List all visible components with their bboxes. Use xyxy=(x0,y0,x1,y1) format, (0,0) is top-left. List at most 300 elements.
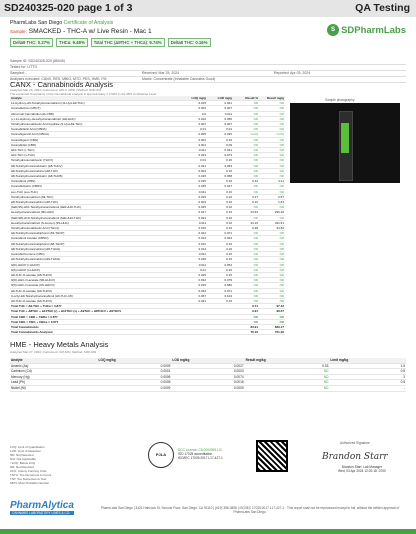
table-cell: 0.058 xyxy=(207,174,233,179)
photo-label: Sample photography xyxy=(325,98,355,102)
table-cell: ND xyxy=(259,267,285,272)
table-cell: Arsenic (As) xyxy=(10,363,98,369)
table-cell: Cannabinol (CBN) xyxy=(10,179,181,184)
table-cell: ND xyxy=(259,158,285,163)
table-cell: Mercury (Hg) xyxy=(10,374,98,380)
canx-title: CANX - Cannabinoids Analysis xyxy=(10,80,113,89)
table-cell: 0.054 xyxy=(207,262,233,267)
table-cell: ND xyxy=(259,288,285,293)
table-cell: 0.056 xyxy=(207,116,233,121)
table-cell: 0.16 xyxy=(207,252,233,257)
table-cell: 0.015 xyxy=(207,132,233,137)
column-header: Result mg/g xyxy=(259,96,285,101)
table-cell: 0.0027 xyxy=(171,363,244,369)
table-cell: Cannabigerol (CBG) xyxy=(10,137,181,142)
table-cell: 0.16 xyxy=(207,220,233,225)
table-cell xyxy=(181,330,207,335)
table-cell: 0.071 xyxy=(207,231,233,236)
table-cell: exo-THC (exo-THC) xyxy=(10,189,181,194)
table-cell: 0.011 xyxy=(207,111,233,116)
table-cell: ND xyxy=(245,374,330,380)
table-cell: Cannabichromene (CBC) xyxy=(10,252,181,257)
summary-pill: Delta9 THC: 0.27% xyxy=(10,38,53,47)
table-cell: - xyxy=(329,385,406,391)
table-cell: 9.48 xyxy=(233,226,259,231)
meta-cell: Tested for: LITTO xyxy=(10,65,38,69)
table-cell: ND xyxy=(259,101,285,106)
table-cell: 0.073 xyxy=(207,153,233,158)
footnote: MPN: Most Probable Number xyxy=(10,481,50,485)
table-cell: Tetrahydrocannabivarin (THCV) xyxy=(10,158,181,163)
table-cell: 9(S)-HHC-O-acetate (9S-HHCO) xyxy=(10,283,181,288)
table-cell: 0.0 xyxy=(181,111,207,116)
license-line: ISO 17025 accreditation xyxy=(178,452,213,456)
bottom-bar xyxy=(0,529,416,534)
footnote: ND: Not Detected xyxy=(10,453,34,457)
table-cell: 0.012 xyxy=(181,116,207,121)
signer-line: Wed, 03 Apr 2024 12:02:18 -0700 xyxy=(338,469,386,473)
table-cell: 76.16 xyxy=(233,330,259,335)
table-cell: 0.0001 xyxy=(98,369,172,375)
table-cell: 0.42 xyxy=(233,179,259,184)
table-cell: 0.041 xyxy=(207,101,233,106)
table-cell: ND xyxy=(233,205,259,210)
table-cell: ND xyxy=(259,278,285,283)
table-cell: 0.16 xyxy=(207,194,233,199)
table-cell: 0.012 xyxy=(181,241,207,246)
table-cell: ND xyxy=(259,174,285,179)
table-cell: 0.16 xyxy=(207,158,233,163)
table-cell: 0.011 xyxy=(181,148,207,153)
table-cell: Δ8-Tetrahydrocannabinol (Δ8-THC) xyxy=(10,168,181,173)
footnote: CFU: Colony Forming Units xyxy=(10,469,47,473)
table-cell: ND xyxy=(233,168,259,173)
hme-title: HME - Heavy Metals Analysis xyxy=(10,340,109,349)
footnote: NR: Not Reported xyxy=(10,465,34,469)
table-cell: 0.015 xyxy=(181,179,207,184)
pm-name: PharmAlytica xyxy=(10,500,74,511)
table-cell: 0.014 xyxy=(181,246,207,251)
table-cell: 3-octyl-Δ9-Tetrahydrocannabinol (Δ9-THC-C8) xyxy=(10,293,181,298)
table-cell: 0.034 xyxy=(181,288,207,293)
table-cell: Δ10-THC (s-THC) xyxy=(10,153,181,158)
sdpharmlabs-logo xyxy=(327,24,406,36)
table-cell: 23.63 xyxy=(233,210,259,215)
license-line: DCC License: C8-0000095-LIC xyxy=(178,448,223,452)
table-cell: 0.0006 xyxy=(98,374,172,380)
table-cell: ND xyxy=(233,241,259,246)
sample-tag: Sample: xyxy=(10,29,27,34)
table-cell: Δ9-THC-O-acetate (Δ9-THCO) xyxy=(10,298,181,303)
signature: Brandon Starr xyxy=(322,452,388,462)
table-cell: ND xyxy=(233,252,259,257)
table-cell: 0.01 xyxy=(207,127,233,132)
footnote: LOD: Limit of Detection xyxy=(10,449,42,453)
table-cell: 0.16 xyxy=(207,267,233,272)
top-bar xyxy=(0,0,416,17)
table-cell: ND xyxy=(259,319,285,324)
column-header: Result mg/kg xyxy=(245,358,330,363)
table-cell: ND xyxy=(259,168,285,173)
table-cell: 0.002 xyxy=(181,106,207,111)
meta-cell xyxy=(274,59,406,64)
table-cell: Δ9-Tetrahydrocannabiphorol (Δ9-THCP) xyxy=(10,231,181,236)
table-cell: ND xyxy=(233,272,259,277)
table-cell: Tetrahydrocannabinolic Acid (THCA) xyxy=(10,226,181,231)
table-cell: 9(R)-HHC-O-acetate (9R-HHCO) xyxy=(10,278,181,283)
column-header: Limit mg/kg xyxy=(329,358,406,363)
table-cell: 0.16 xyxy=(207,257,233,262)
footnotes xyxy=(10,445,70,485)
table-cell: Δ10-THC (r-THC) xyxy=(10,148,181,153)
cannabinoid-table xyxy=(10,96,285,335)
table-cell: 0.001 xyxy=(181,137,207,142)
column-header: Result % xyxy=(233,96,259,101)
table-cell: 2.67 xyxy=(259,194,285,199)
table-cell: 97.42 xyxy=(259,304,285,309)
table-cell: 0.16 xyxy=(207,179,233,184)
table-cell: ND xyxy=(233,231,259,236)
table-cell: Total Cannabinoids Analyzed xyxy=(10,330,181,335)
table-cell: ND xyxy=(233,137,259,142)
table-cell: ND xyxy=(233,283,259,288)
table-cell: 0.015 xyxy=(181,101,207,106)
table-cell: 0.023 xyxy=(181,153,207,158)
table-cell: 236.26 xyxy=(259,210,285,215)
table-cell: 0.017 xyxy=(181,210,207,215)
table-cell: 0.16 xyxy=(207,205,233,210)
table-cell: ND xyxy=(259,293,285,298)
table-cell: 0.021 xyxy=(181,215,207,220)
table-cell: 0.03 xyxy=(245,363,330,369)
table-cell: 0.014 xyxy=(181,236,207,241)
pjla-seal: PJLA xyxy=(148,442,174,468)
table-cell: ND xyxy=(233,127,259,132)
table-cell: 0.011 xyxy=(181,189,207,194)
table-cell: 0.16 xyxy=(207,241,233,246)
address: PharmLabs San Diego | 3421 Hancock St, Second Floor, San Diego, CA 92110 | (619) 356-0898 | ISO/IEC 17025:2017 L17-427-1 · This report shall not be reproduced except in full, without the written approval of PharmLabs San Diego. xyxy=(100,506,400,514)
heavy-metals-table xyxy=(10,358,406,392)
table-cell: ND xyxy=(233,293,259,298)
summary-pill: Delta8 THC: 0.16% xyxy=(168,38,211,47)
table-cell: 0.015 xyxy=(181,194,207,199)
table-cell: 0.16 xyxy=(233,200,259,205)
table-cell: Cannabigerolic Acid (CBGA) xyxy=(10,132,181,137)
table-cell: 9.91 xyxy=(233,309,259,314)
table-cell: 0.0016 xyxy=(171,380,244,386)
table-cell: Total THC + Δ8THC + Δ10THC (r) + Δ10THC (s) + Δ9THC + Δ8THCV + Δ9THCV xyxy=(10,309,181,314)
table-cell: ND xyxy=(233,262,259,267)
qa-label: QA Testing xyxy=(355,2,410,14)
table-cell: Δ8-Tetrahydrocannabiphorol (Δ8-THCP) xyxy=(10,241,181,246)
table-cell: ND xyxy=(259,189,285,194)
table-cell: ND xyxy=(259,215,285,220)
table-cell: ND xyxy=(233,319,259,324)
table-cell: ND xyxy=(233,122,259,127)
table-cell: ND xyxy=(259,142,285,147)
table-cell: ND xyxy=(259,116,285,121)
table-cell: 0.16 xyxy=(207,137,233,142)
table-cell: ND xyxy=(259,153,285,158)
table-cell: 0.001 xyxy=(181,168,207,173)
summary-pill: Total THC (Δ9THC + THCa): 9.74% xyxy=(91,38,165,47)
meta-cell xyxy=(142,65,274,70)
sample-photo xyxy=(290,103,400,183)
table-cell: ND xyxy=(233,236,259,241)
table-cell: 0.025 xyxy=(181,272,207,277)
sample-code: SD240325-020 page 1 of 3 xyxy=(4,2,133,14)
table-cell: 0.004 xyxy=(181,200,207,205)
table-cell: ND xyxy=(233,111,259,116)
table-cell: 3 xyxy=(329,374,406,380)
column-header: LOQ mg/g xyxy=(181,96,207,101)
table-cell: ND xyxy=(259,106,285,111)
table-cell: ND xyxy=(233,257,259,262)
table-cell: 0.015 xyxy=(181,174,207,179)
table-cell: 0.007 xyxy=(181,122,207,127)
table-cell: 0.015 xyxy=(181,205,207,210)
table-cell: Cannabidiol (CBD) xyxy=(10,142,181,147)
table-cell: 0.16 xyxy=(207,215,233,220)
meta-cell: Received: Mar 25, 2024 xyxy=(142,71,180,75)
hme-sub: Analyzed Mar 27, 2024 | Instrument: ICP-MS | Method: SOP-003 xyxy=(10,350,97,354)
table-cell: 0.27 xyxy=(233,194,259,199)
table-cell: 0.011 xyxy=(181,262,207,267)
table-cell: 94.84 xyxy=(259,226,285,231)
table-cell: 0.16 xyxy=(207,189,233,194)
meta-cell: Matrix: Concentrate (Inhalable Cannabis Good) xyxy=(142,77,216,81)
table-cell: 0.063 xyxy=(207,163,233,168)
table-cell: ND xyxy=(233,184,259,189)
table-cell: Δ9-THC-O-acetate (Δ9-THCO) xyxy=(10,288,181,293)
table-cell: ND xyxy=(233,246,259,251)
table-cell: <LOQ xyxy=(233,132,259,137)
table-cell: 761.36 xyxy=(259,330,285,335)
table-cell: Total CBD = CBD + CBDa × 0.877 xyxy=(10,314,181,319)
table-cell: ND xyxy=(259,205,285,210)
table-cell: 83.91 xyxy=(233,324,259,329)
table-cell: 0.015 xyxy=(181,226,207,231)
table-cell: 0.047 xyxy=(207,184,233,189)
table-cell: 0.041 xyxy=(181,298,207,303)
coa-label: Certificate of Analysis xyxy=(63,20,114,26)
footnote: N/A: Not Applicable xyxy=(10,457,36,461)
table-cell: 0.001 xyxy=(181,142,207,147)
column-header: LOQ mg/kg xyxy=(98,358,172,363)
footnote: LOQ: Limit of Quantitation xyxy=(10,445,45,449)
table-cell: 0.041 xyxy=(207,148,233,153)
footnote: TNT: Too Numerous to Test xyxy=(10,477,47,481)
table-cell: 9.74 xyxy=(233,304,259,309)
table-cell: ND xyxy=(259,283,285,288)
table-cell: 0.007 xyxy=(207,122,233,127)
table-cell: ND xyxy=(259,314,285,319)
table-cell: (6aR,9S)-Δ10-Tetrahydrocannabinol (9aR-Δ10-THC) xyxy=(10,205,181,210)
table-cell: ND xyxy=(259,163,285,168)
license-line: ISO/IEC 17025:2017 L17-427-1 xyxy=(178,456,223,460)
table-cell: ND xyxy=(233,163,259,168)
footnote: TNTC: Too Numerous to Count xyxy=(10,473,52,477)
table-cell: 0.16 xyxy=(207,210,233,215)
table-cell: 0.16 xyxy=(207,168,233,173)
table-cell: ND xyxy=(259,184,285,189)
table-cell: 0.5 xyxy=(329,369,406,375)
table-cell: 0.09 xyxy=(207,142,233,147)
table-cell: 43.16 xyxy=(233,220,259,225)
table-cell: 0.015 xyxy=(181,184,207,189)
table-cell: ND xyxy=(233,101,259,106)
table-cell: 0.5 xyxy=(329,380,406,386)
table-cell: ND xyxy=(259,272,285,277)
table-cell: 0.0009 xyxy=(98,385,172,391)
table-cell: 9(R)-HHCP (r-HHCP) xyxy=(10,262,181,267)
qr-code[interactable] xyxy=(256,440,288,472)
table-cell: 0.01 xyxy=(181,127,207,132)
table-cell: 839.17 xyxy=(259,324,285,329)
table-cell: 0.016 xyxy=(181,283,207,288)
table-cell: 0.011 xyxy=(181,220,207,225)
table-cell: 0.01 xyxy=(181,267,207,272)
table-cell: 0.007 xyxy=(207,106,233,111)
table-cell: Total CBG = CBG + CBGa × 0.877 xyxy=(10,319,181,324)
signer-line: Brandon Starr, Lab Manager xyxy=(341,465,383,469)
table-cell: 9(S)-HHCP (s-HHCP) xyxy=(10,267,181,272)
table-cell: 0.011 xyxy=(181,252,207,257)
table-cell: 0.16 xyxy=(207,246,233,251)
table-cell: Tetrahydrocannabinol (Δ9-THC) xyxy=(10,194,181,199)
table-cell: 0.0009 xyxy=(171,385,244,391)
pm-sub: CANNABIS LABORATORY LINES & CO. xyxy=(10,511,74,515)
footnote: <LOQ: Below LOQ xyxy=(10,461,36,465)
table-cell: 0.043 xyxy=(207,236,233,241)
table-cell: 431.61 xyxy=(259,220,285,225)
table-cell: Abnormal Cannabidiol (ab-CBD) xyxy=(10,111,181,116)
table-cell: 11-Hydroxy-Δ9-Tetrahydrocannabinol (11-Hyd-Δ9-THC) xyxy=(10,101,181,106)
lab-name: PharmLabs San Diego xyxy=(10,20,63,26)
table-cell: ND xyxy=(233,142,259,147)
canx-sub2: The expanded Uncertainty of the Cannabinoid analysis is approximately ± 0.92% in the 95% Confidence Level xyxy=(10,92,157,96)
table-cell: ND xyxy=(259,252,285,257)
table-cell: 0.016 xyxy=(181,257,207,262)
table-cell: ND xyxy=(259,122,285,127)
table-cell: Tetrahydrocannabinolic Acid Hydrate (9-Hyd-Δ9-THC) xyxy=(10,122,181,127)
table-cell: Δ8-Tetrahydrocannabinol (Δ8-THC) xyxy=(10,200,181,205)
column-header: LOD mg/kg xyxy=(171,358,244,363)
table-cell: 0.071 xyxy=(207,288,233,293)
table-cell: Cannabidiolic Acid (CBDA) xyxy=(10,127,181,132)
table-cell: 0.15 xyxy=(207,272,233,277)
table-cell: 1.5 xyxy=(329,363,406,369)
table-cell: (+)-11-Hydroxy-Hexahydrocannabinol (HH-HHC) xyxy=(10,116,181,121)
table-cell: ND xyxy=(233,153,259,158)
table-cell: 0.0074 xyxy=(171,374,244,380)
auth-label: Authorized Signature xyxy=(340,441,370,445)
license-info xyxy=(178,448,250,460)
table-cell: Cannabinol Acetate (CBNO) xyxy=(10,236,181,241)
table-cell: ND xyxy=(233,314,259,319)
table-cell: Cannabidivarin (CBDV) xyxy=(10,184,181,189)
table-cell: ND xyxy=(233,278,259,283)
table-cell: Δ8-Tetrahydrocannabivarin (Δ8-THCV) xyxy=(10,163,181,168)
table-cell: ND xyxy=(245,380,330,386)
table-cell: ND xyxy=(233,174,259,179)
table-cell: ND xyxy=(259,236,285,241)
meta-cell xyxy=(142,59,274,64)
table-cell: ND xyxy=(233,106,259,111)
table-cell: 0.104 xyxy=(207,293,233,298)
table-cell: 0.082 xyxy=(207,283,233,288)
device-label-image xyxy=(341,123,349,153)
summary-pills xyxy=(10,38,406,47)
logo-icon: S xyxy=(327,24,339,36)
column-header: Analyte xyxy=(10,96,181,101)
table-cell: ND xyxy=(233,116,259,121)
table-cell: ND xyxy=(259,148,285,153)
table-cell: ND xyxy=(259,241,285,246)
table-cell: Δ9-Tetrahydrocannabinol (Δ9-THCH) xyxy=(10,257,181,262)
table-cell: 99.07 xyxy=(259,309,285,314)
table-cell: 0.0003 xyxy=(171,369,244,375)
table-cell: ND xyxy=(259,298,285,303)
table-cell: ND xyxy=(245,385,330,391)
table-cell: 1.63 xyxy=(259,200,285,205)
table-cell: ND xyxy=(233,158,259,163)
meta-cell xyxy=(274,65,406,70)
table-cell: ND xyxy=(259,137,285,142)
total-row xyxy=(10,330,285,335)
table-cell: (6aR,9R)-Δ10-Tetrahydrocannabinol (6aR-Δ10-THC) xyxy=(10,215,181,220)
meta-cell xyxy=(274,77,406,82)
table-cell: Δ8-Tetrahydrocannabinol (Δ8-THCH) xyxy=(10,246,181,251)
table-cell: 0.0005 xyxy=(98,380,172,386)
logo-text: SDPharmLabs xyxy=(341,24,406,36)
pharmalytica-logo xyxy=(10,500,74,515)
table-cell: ND xyxy=(259,111,285,116)
table-cell: 0.16 xyxy=(207,298,233,303)
table-cell: 0.032 xyxy=(181,278,207,283)
table-cell: Δ8-THC-O-acetate (Δ8-THCO) xyxy=(10,272,181,277)
table-cell: 0.16 xyxy=(207,200,233,205)
table-cell: 4.21 xyxy=(259,179,285,184)
table-cell: Hexahydrocannabinol (S-isomer) (9S-HHC) xyxy=(10,220,181,225)
table-cell: 0.067 xyxy=(181,293,207,298)
table-cell: <LOQ xyxy=(259,132,285,137)
table-cell: ND xyxy=(233,148,259,153)
table-cell: Δ8-Tetrahydrocannabivarin (Δ8-THCB) xyxy=(10,174,181,179)
table-cell: ND xyxy=(245,369,330,375)
table-cell: ND xyxy=(233,288,259,293)
meta-cell: Reported: Apr 03, 2024 xyxy=(274,71,311,75)
column-header: LOD mg/g xyxy=(207,96,233,101)
table-cell: ND xyxy=(259,231,285,236)
table-cell: Lead (Pb) xyxy=(10,380,98,386)
table-cell: Total Cannabinoids xyxy=(10,324,181,329)
table-cell: ND xyxy=(259,262,285,267)
table-cell: Cadmium (Cd) xyxy=(10,369,98,375)
canx-sub1: Analyzed Mar 26, 2024 | Instrument: HPLC VWD | Method: SOP-001 xyxy=(10,88,102,92)
table-cell: ND xyxy=(233,298,259,303)
table-cell: ND xyxy=(233,215,259,220)
table-cell: Total THC = Δ9-THC + THCa × 0.877 xyxy=(10,304,181,309)
table-cell: 0.021 xyxy=(181,163,207,168)
table-cell: 0.0009 xyxy=(98,363,172,369)
signer-info xyxy=(338,465,386,473)
table-cell: Hexahydrocannabinol (9R-HHC) xyxy=(10,210,181,215)
table-cell: 0.024 xyxy=(181,231,207,236)
table-row xyxy=(10,385,406,391)
table-cell: ND xyxy=(259,246,285,251)
meta-cell: Sampled: - xyxy=(10,71,27,75)
